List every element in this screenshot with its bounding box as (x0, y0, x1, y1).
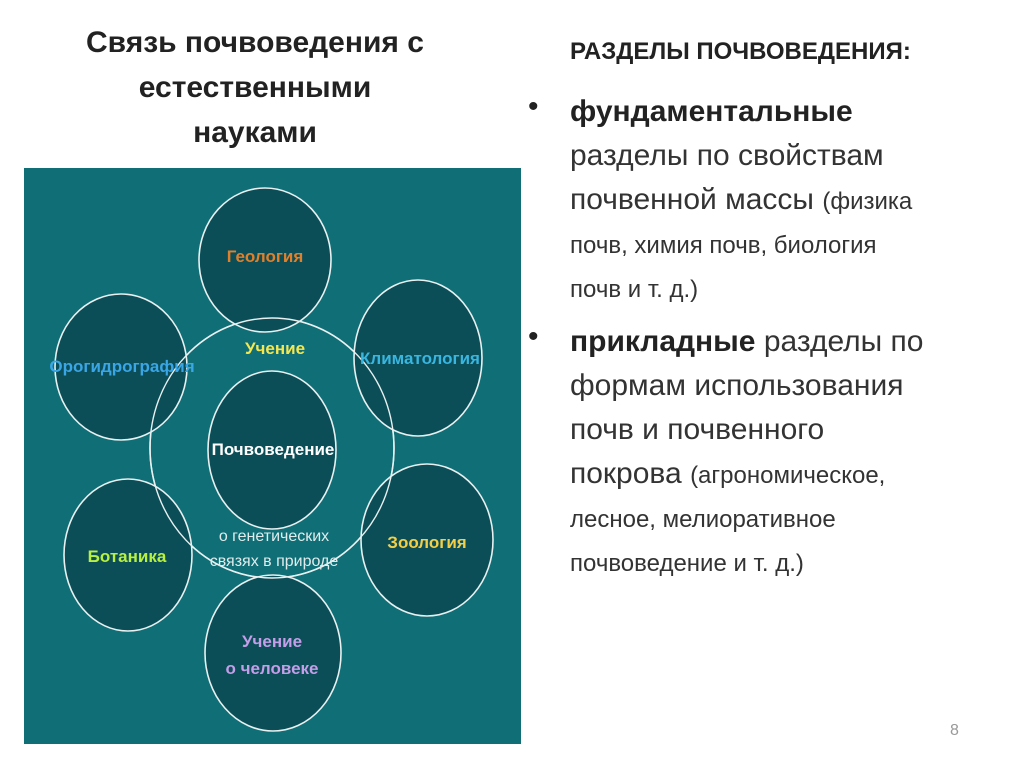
label-zoologia: Зоология (387, 533, 467, 552)
applied-line-3: почв и почвенного (570, 413, 825, 446)
circle-uchenie-o-cheloveke (205, 575, 341, 731)
left-title-line-3: науками (193, 116, 317, 149)
fundamental-line-4: почв, химия почв, биология (570, 232, 877, 259)
left-title (40, 20, 470, 155)
applied-line-4-small: (агрономическое, (690, 462, 886, 489)
label-botanika: Ботаника (87, 547, 167, 566)
label-klimatologia: Климатология (360, 349, 480, 368)
label-o-geneticheskih: о генетических (218, 528, 330, 545)
section-title: РАЗДЕЛЫ ПОЧВОВЕДЕНИЯ: (570, 38, 911, 65)
sciences-diagram (24, 168, 521, 744)
fundamental-bold: фундаментальные (570, 95, 853, 128)
label-pochvovedenie: Почвоведение (211, 440, 335, 459)
bullet-dot: • (528, 320, 539, 353)
label-orogidrografia: Орогидрография (49, 357, 195, 376)
fundamental-line-2: разделы по свойствам (570, 139, 884, 172)
applied-line-1-rest: разделы по (763, 325, 924, 358)
left-title-line-1: Связь почвоведения с (86, 26, 424, 59)
applied-line-2: формам использования (570, 369, 904, 402)
applied-line-5: лесное, мелиоративное (570, 506, 836, 533)
fundamental-line-5: почв и т. д.) (570, 276, 699, 303)
bullet-dot: • (528, 90, 539, 123)
fundamental-line-3-small: (физика (822, 188, 913, 215)
label-uchenie-o-cheloveke-1: Учение (241, 632, 303, 651)
applied-line-6: почвоведение и т. д.) (570, 550, 804, 577)
label-uchenie: Учение (244, 339, 306, 358)
page-number: 8 (950, 722, 959, 739)
left-title-line-2: естественными (138, 71, 372, 104)
diagram-svg (24, 168, 521, 744)
label-svyazyah-v-prirode: связях в природе (209, 553, 339, 570)
label-geologia: Геология (226, 247, 304, 266)
fundamental-line-3-main: почвенной массы (570, 183, 814, 216)
applied-line-4-main: покрова (570, 457, 682, 490)
bullet-applied-text (570, 320, 1000, 586)
label-uchenie-o-cheloveke-2: о человеке (225, 659, 319, 678)
applied-bold: прикладные (570, 325, 756, 358)
bullet-fundamental-text (570, 90, 1000, 312)
